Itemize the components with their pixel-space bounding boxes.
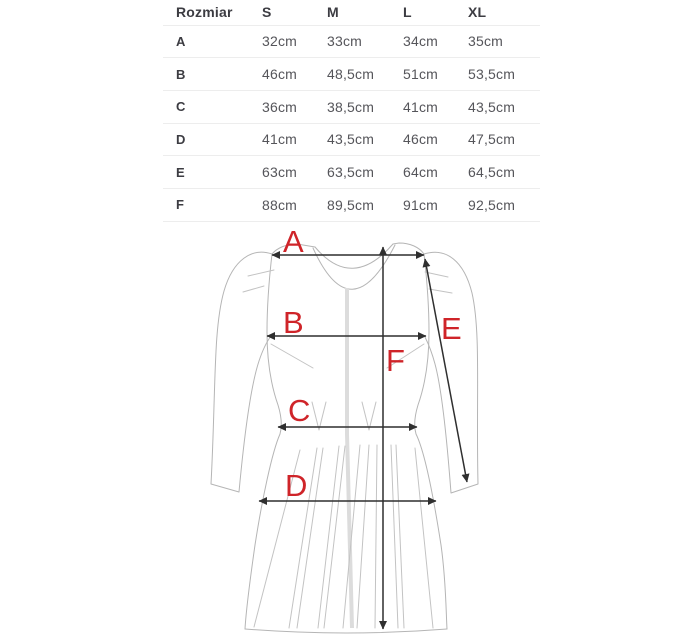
measurement-cell: 64,5cm xyxy=(468,164,516,181)
measurement-cell: 46cm xyxy=(403,131,439,148)
measure-label-b: B xyxy=(283,305,304,340)
measurement-cell: 36cm xyxy=(262,98,298,115)
row-label: A xyxy=(176,33,186,49)
measurement-cell: 63,5cm xyxy=(327,164,375,181)
measure-label-a: A xyxy=(283,224,304,259)
measure-label-d: D xyxy=(285,468,308,503)
col-header-m: M xyxy=(327,4,339,21)
measurement-cell: 64cm xyxy=(403,164,439,181)
measurement-cell: 43,5cm xyxy=(327,131,375,148)
measurement-cell: 41cm xyxy=(262,131,298,148)
measurement-cell: 33cm xyxy=(327,33,363,50)
col-header-xl: XL xyxy=(468,4,487,21)
row-label: D xyxy=(176,131,186,147)
row-label: C xyxy=(176,99,186,115)
dress-outline xyxy=(211,243,478,633)
measurement-cell: 47,5cm xyxy=(468,131,516,148)
measurement-cell: 89,5cm xyxy=(327,196,375,213)
measurement-cell: 63cm xyxy=(262,164,298,181)
measurement-cell: 46cm xyxy=(262,66,298,83)
measurement-cell: 38,5cm xyxy=(327,98,375,115)
row-label: F xyxy=(176,197,184,213)
row-label: E xyxy=(176,164,185,180)
row-label: B xyxy=(176,66,186,82)
measurement-cell: 92,5cm xyxy=(468,196,516,213)
measurement-cell: 48,5cm xyxy=(327,66,375,83)
measure-label-e: E xyxy=(441,311,462,346)
measurement-cell: 32cm xyxy=(262,33,298,50)
measurement-cell: 34cm xyxy=(403,33,439,50)
measurement-cell: 51cm xyxy=(403,66,439,83)
col-header-rozmiar: Rozmiar xyxy=(176,4,233,21)
measurement-cell: 35cm xyxy=(468,33,504,50)
measurement-cell: 88cm xyxy=(262,196,298,213)
measure-label-c: C xyxy=(288,393,311,428)
measurement-cell: 53,5cm xyxy=(468,66,516,83)
measurement-cell: 91cm xyxy=(403,196,439,213)
measurement-cell: 43,5cm xyxy=(468,98,516,115)
col-header-l: L xyxy=(403,4,412,21)
measurement-cell: 41cm xyxy=(403,98,439,115)
measure-label-f: F xyxy=(386,343,405,378)
col-header-s: S xyxy=(262,4,272,21)
